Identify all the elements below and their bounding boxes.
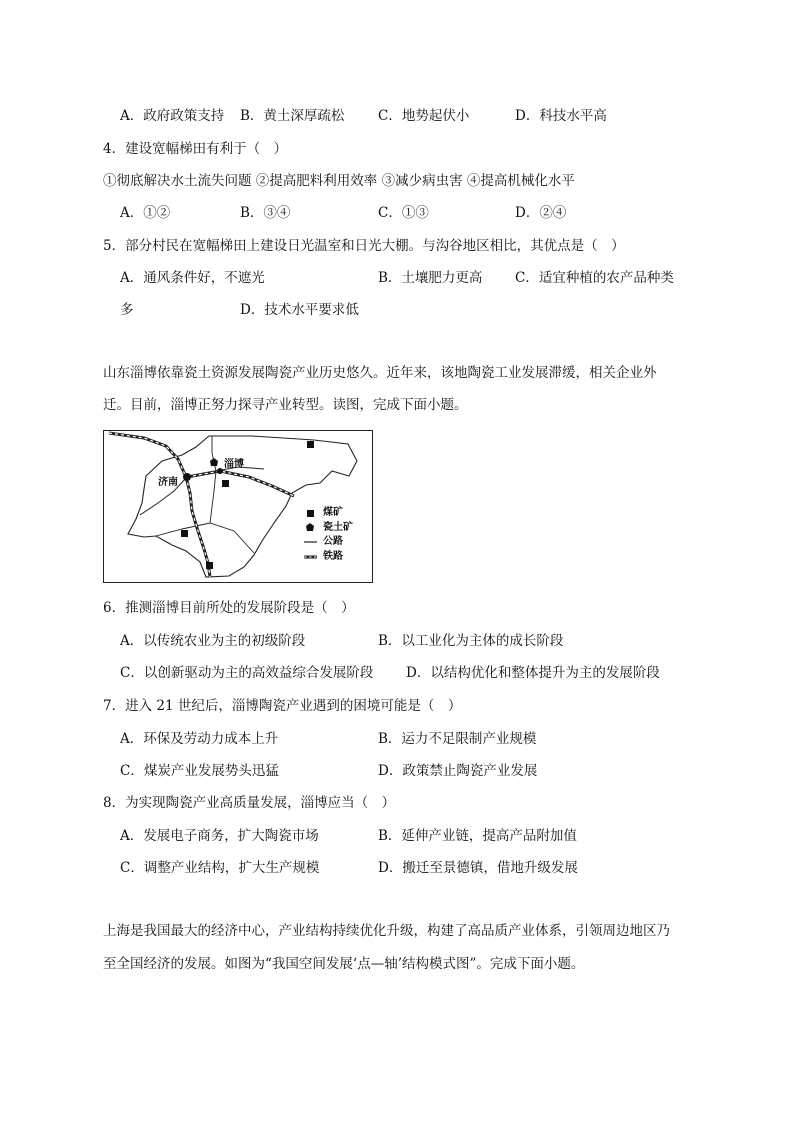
question-4-stem: 4．建设宽幅梯田有利于（ ） bbox=[103, 141, 288, 157]
zibo-city-dot bbox=[217, 468, 223, 474]
q7-option-b[interactable]: B．运力不足限制产业规模 bbox=[378, 731, 537, 747]
question-7-stem: 7．进入 21 世纪后，淄博陶瓷产业遇到的困境可能是（ ） bbox=[103, 698, 462, 714]
q3-option-b[interactable]: B．黄土深厚疏松 bbox=[240, 108, 345, 124]
coal-mine-symbol bbox=[222, 480, 229, 487]
question-4-statements: ①彻底解决水土流失问题 ②提高肥料利用效率 ③减少病虫害 ④提高机械化水平 bbox=[103, 173, 575, 189]
railway-line bbox=[109, 433, 210, 577]
legend-highway-label: 公路 bbox=[323, 536, 343, 547]
coal-mine-symbol bbox=[181, 530, 188, 537]
q8-option-b[interactable]: B．延伸产业链，提高产品附加值 bbox=[378, 828, 577, 844]
legend-clay-mine-label: 瓷土矿 bbox=[323, 522, 353, 533]
q8-option-c[interactable]: C．调整产业结构，扩大生产规模 bbox=[120, 860, 320, 876]
boundary-line bbox=[210, 436, 216, 523]
question-5-stem: 5．部分村民在宽幅梯田上建设日光温室和日光大棚。与沟谷地区相比，其优点是（ ） bbox=[103, 238, 625, 254]
passage-2-line-2: 至全国经济的发展。如图为“我国空间发展‘点—轴’结构模式图”。完成下面小题。 bbox=[103, 956, 585, 972]
q4-option-a[interactable]: A．①② bbox=[120, 205, 171, 221]
jinan-city-dot bbox=[183, 473, 191, 481]
q6-option-d[interactable]: D．以结构优化和整体提升为主的发展阶段 bbox=[406, 665, 660, 681]
q4-option-c[interactable]: C．①③ bbox=[378, 205, 429, 221]
legend-railway-label: 铁路 bbox=[323, 551, 343, 562]
q3-option-c[interactable]: C．地势起伏小 bbox=[378, 108, 470, 124]
q5-option-b[interactable]: B．土壤肥力更高 bbox=[378, 270, 483, 286]
passage-1-line-2: 迁。目前，淄博正努力探寻产业转型。读图，完成下面小题。 bbox=[103, 397, 468, 413]
question-8-stem: 8．为实现陶瓷产业高质量发展，淄博应当（ ） bbox=[103, 795, 396, 811]
q6-option-b[interactable]: B．以工业化为主体的成长阶段 bbox=[378, 633, 564, 649]
coal-mine-symbol bbox=[307, 441, 314, 448]
q5-option-c[interactable]: C．适宜种植的农产品种类 bbox=[515, 270, 674, 286]
q5-option-a[interactable]: A．通风条件好，不遮光 bbox=[120, 270, 265, 286]
q7-option-a[interactable]: A．环保及劳动力成本上升 bbox=[120, 731, 279, 747]
q3-option-a[interactable]: A．政府政策支持 bbox=[120, 108, 225, 124]
passage-2-line-1: 上海是我国最大的经济中心，产业结构持续优化升级，构建了高品质产业体系，引领周边地区乃 bbox=[103, 923, 670, 939]
legend-clay-mine-icon bbox=[306, 523, 314, 531]
label-zibo: 淄博 bbox=[224, 459, 244, 470]
q8-option-d[interactable]: D．搬迁至景德镇，借地升级发展 bbox=[378, 860, 578, 876]
q4-option-b[interactable]: B．③④ bbox=[240, 205, 291, 221]
clay-mine-symbol bbox=[210, 458, 218, 466]
passage-1-line-1: 山东淄博依靠瓷土资源发展陶瓷产业历史悠久。近年来，该地陶瓷工业发展滞缓，相关企业外 bbox=[103, 365, 657, 381]
q7-option-d[interactable]: D．政策禁止陶瓷产业发展 bbox=[378, 763, 538, 779]
q8-option-a[interactable]: A．发展电子商务，扩大陶瓷市场 bbox=[120, 828, 319, 844]
coal-mine-symbol bbox=[206, 562, 213, 569]
q5-option-d[interactable]: D．技术水平要求低 bbox=[240, 302, 359, 318]
zibo-map bbox=[103, 430, 373, 583]
q3-option-d[interactable]: D．科技水平高 bbox=[515, 108, 607, 124]
q4-option-d[interactable]: D．②④ bbox=[515, 205, 567, 221]
label-jinan: 济南 bbox=[158, 477, 178, 488]
q5-option-c-wrap: 多 bbox=[120, 302, 134, 318]
q6-option-c[interactable]: C．以创新驱动为主的高效益综合发展阶段 bbox=[120, 665, 374, 681]
q7-option-c[interactable]: C．煤炭产业发展势头迅猛 bbox=[120, 763, 279, 779]
legend-coal-mine-icon bbox=[307, 510, 314, 517]
q6-option-a[interactable]: A．以传统农业为主的初级阶段 bbox=[120, 633, 306, 649]
question-6-stem: 6．推测淄博目前所处的发展阶段是（ ） bbox=[103, 600, 355, 616]
legend-coal-mine-label: 煤矿 bbox=[323, 507, 343, 518]
